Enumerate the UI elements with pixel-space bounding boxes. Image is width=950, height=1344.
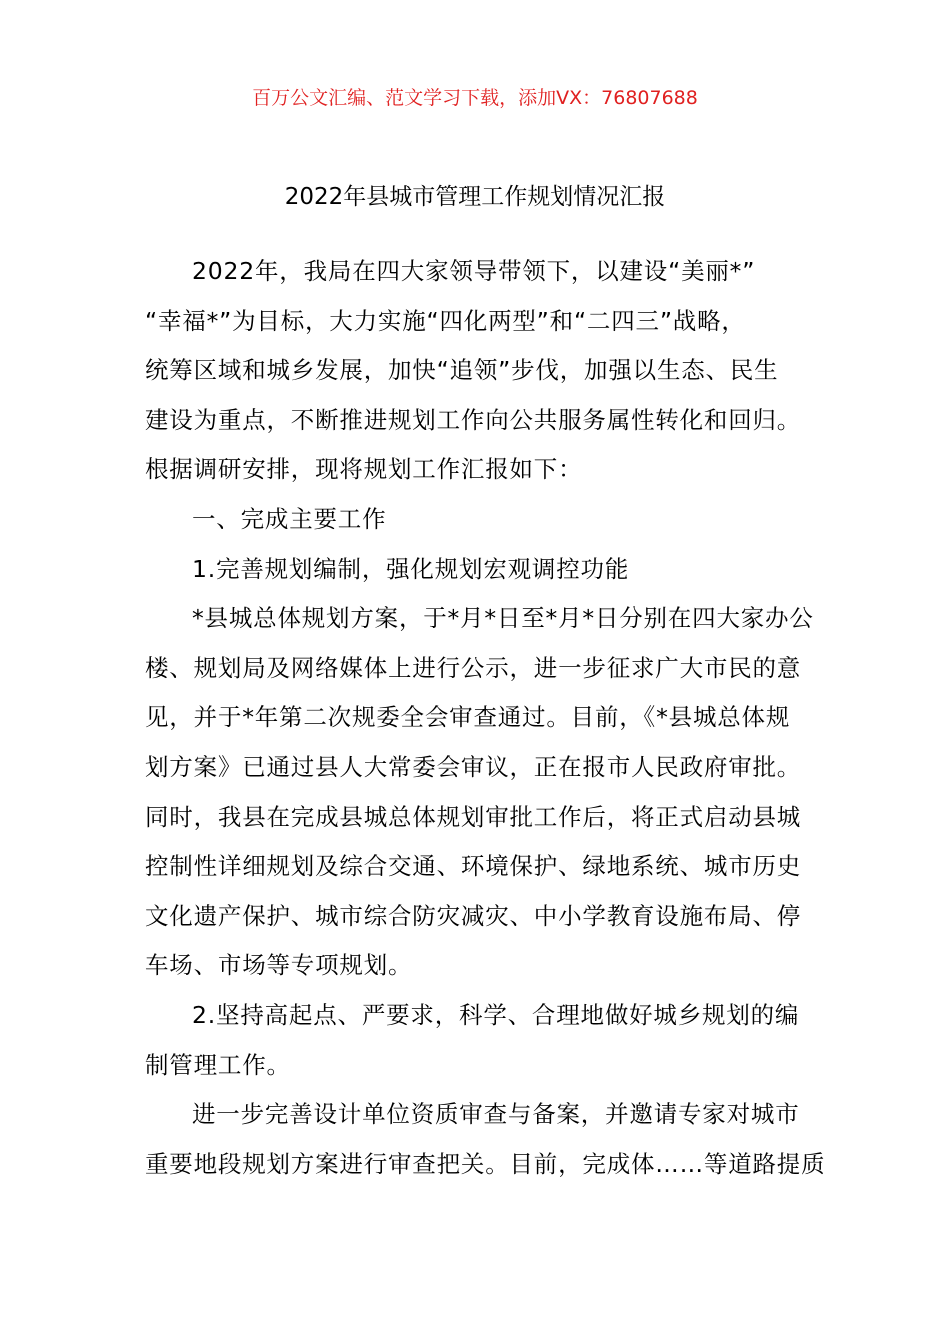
- paragraph-line: 控制性详细规划及综合交通、环境保护、绿地系统、城市历史: [145, 852, 802, 881]
- paragraph-line: 进一步完善设计单位资质审查与备案，并邀请专家对城市: [192, 1100, 800, 1129]
- paragraph-line: 划方案》已通过县人大常委会审议，正在报市人民政府审批。: [145, 752, 802, 781]
- paragraph-line: 根据调研安排，现将规划工作汇报如下：: [145, 455, 583, 484]
- document-title: 2022年县城市管理工作规划情况汇报: [284, 184, 666, 210]
- paragraph-line: 制管理工作。: [145, 1050, 291, 1079]
- paragraph-line: “幸福*”为目标，大力实施“四化两型”和“二四三”战略，: [145, 306, 746, 335]
- section-heading: 一、完成主要工作: [192, 504, 387, 533]
- document-body: [145, 254, 825, 1196]
- paragraph-line: *县城总体规划方案，于*月*日至*月*日分别在四大家办公: [192, 604, 814, 633]
- paragraph-line: 见，并于*年第二次规委全会审查通过。目前，《*县城总体规: [145, 703, 791, 732]
- paragraph-line: 统筹区域和城乡发展，加快“追领”步伐，加强以生态、民生: [145, 356, 779, 385]
- paragraph-line: 车场、市场等专项规划。: [145, 951, 413, 980]
- paragraph-line: 同时，我县在完成县城总体规划审批工作后，将正式启动县城: [145, 802, 802, 831]
- watermark-banner: 百万公文汇编、范文学习下载，添加VX：76807688: [252, 87, 698, 109]
- paragraph-line: 楼、规划局及网络媒体上进行公示，进一步征求广大市民的意: [145, 653, 802, 682]
- paragraph-line: 重要地段规划方案进行审查把关。目前，完成体……等道路提质: [145, 1149, 826, 1178]
- paragraph-line: 建设为重点，不断推进规划工作向公共服务属性转化和回归。: [145, 405, 802, 434]
- paragraph-line: 文化遗产保护、城市综合防灾减灾、中小学教育设施布局、停: [145, 901, 802, 930]
- paragraph-line: 2022年，我局在四大家领导带领下，以建设“美丽*”: [192, 257, 756, 285]
- subsection-heading: 1.完善规划编制，强化规划宏观调控功能: [192, 554, 630, 583]
- subsection-heading: 2.坚持高起点、严要求，科学、合理地做好城乡规划的编: [192, 1000, 800, 1029]
